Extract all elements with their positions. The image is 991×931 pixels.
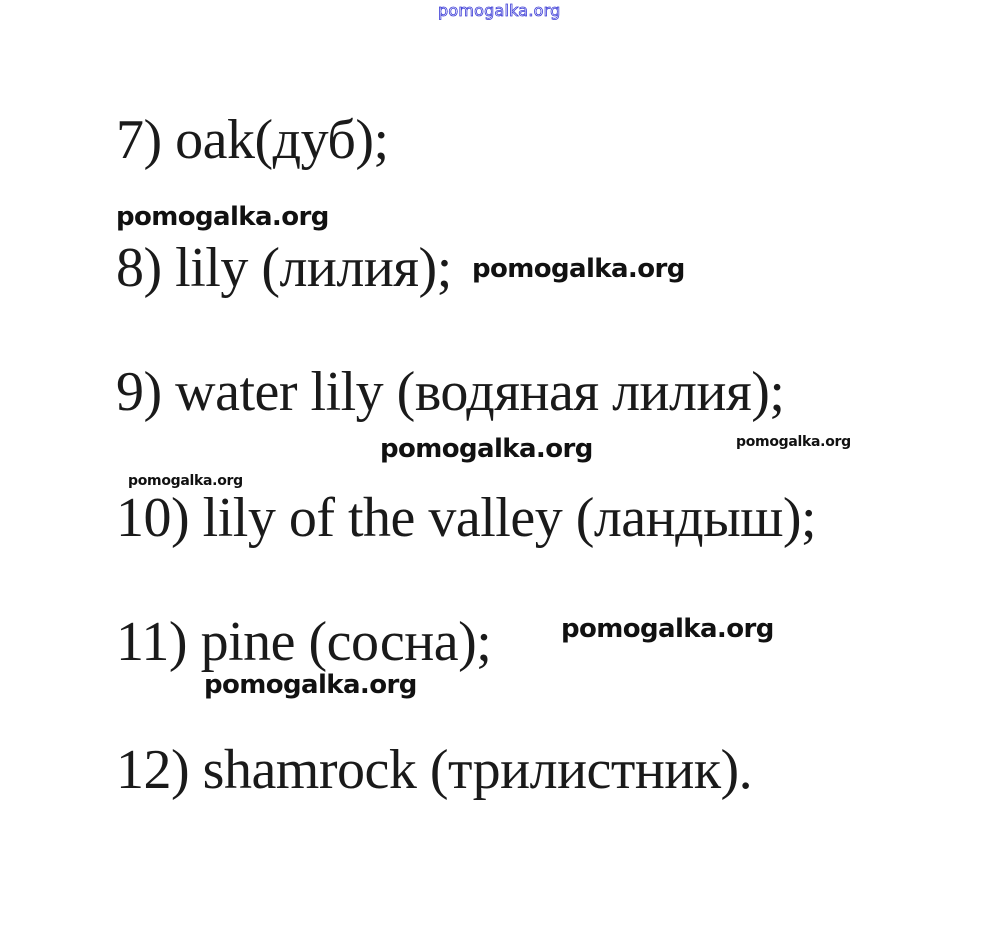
watermark-3: pomogalka.org <box>380 434 593 464</box>
list-item-8: 8) lily (лилия); <box>116 237 452 299</box>
list-item-9: 9) water lily (водяная лилия); <box>116 361 785 423</box>
watermark-7: pomogalka.org <box>204 670 417 700</box>
top-watermark: pomogalka.org <box>438 1 561 20</box>
watermark-5: pomogalka.org <box>128 473 243 489</box>
watermark-4: pomogalka.org <box>736 434 851 450</box>
watermark-6: pomogalka.org <box>561 614 774 644</box>
list-item-10: 10) lily of the valley (ландыш); <box>116 487 817 549</box>
watermark-2: pomogalka.org <box>472 254 685 284</box>
list-item-11: 11) pine (сосна); <box>116 611 492 673</box>
list-item-12: 12) shamrock (трилистник). <box>116 739 753 801</box>
list-item-7: 7) oak(дуб); <box>116 109 389 171</box>
watermark-1: pomogalka.org <box>116 202 329 232</box>
